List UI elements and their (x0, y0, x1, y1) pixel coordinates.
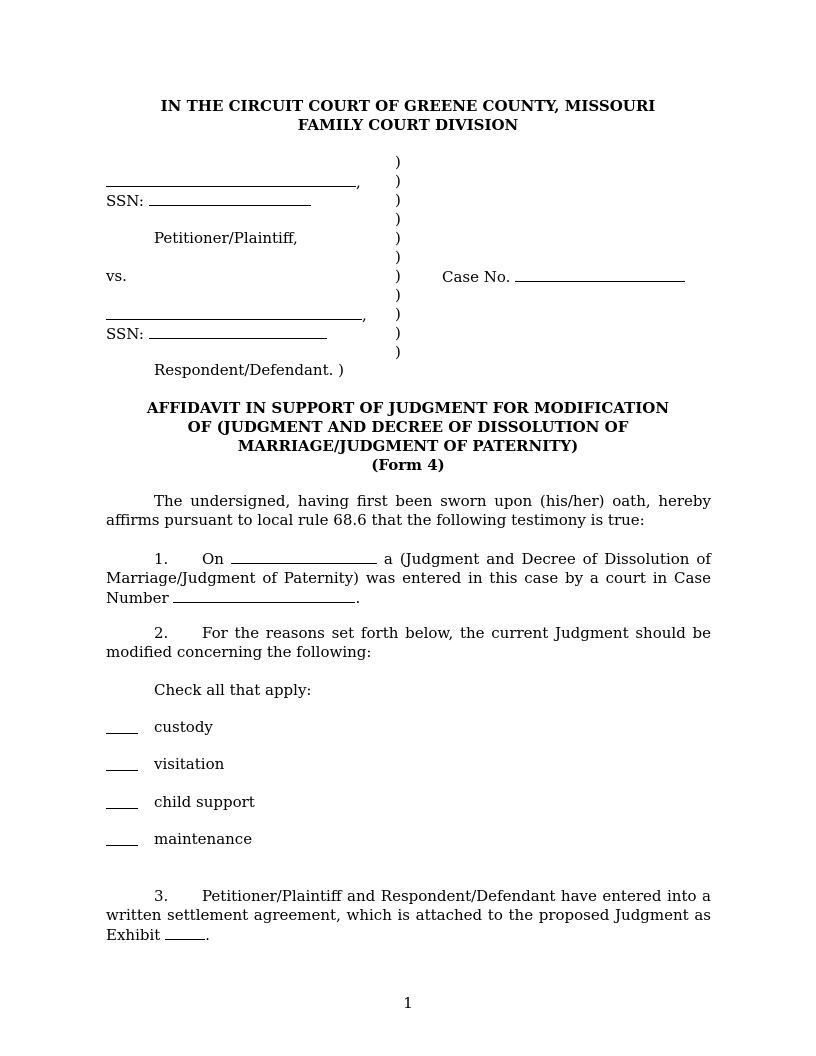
caption-paren: ) (395, 191, 401, 209)
court-heading: IN THE CIRCUIT COURT OF GREENE COUNTY, MISSOURI (160, 97, 656, 115)
option-visitation: visitation (154, 755, 225, 773)
caption-paren: ) (395, 343, 401, 361)
paragraph-1 (106, 549, 711, 608)
paragraph-number: 1. (154, 550, 169, 568)
ssn-label: SSN: (106, 192, 144, 210)
ssn-label: SSN: (106, 325, 144, 343)
title-line-1: AFFIDAVIT IN SUPPORT OF JUDGMENT FOR MODIFICATION (146, 399, 670, 417)
case-number-blank[interactable] (515, 267, 685, 282)
caption-paren: ) (395, 210, 401, 228)
caption-paren: ) (395, 248, 401, 266)
paragraph-3 (106, 887, 711, 945)
p3-text: Petitioner/Plaintiff and Respondent/Defendant have entered into a written settlement agreement, which is attached to the proposed Judgment as Exhibit (106, 887, 711, 944)
petitioner-ssn-blank[interactable] (149, 191, 311, 206)
caption-paren: ) (395, 229, 401, 247)
intro-paragraph (106, 492, 711, 530)
intro-text: The undersigned, having first been sworn upon (his/her) oath, hereby affirms pursuant to local rule 68.6 that the following testimony is true: (106, 492, 711, 529)
judgment-date-blank[interactable] (231, 549, 377, 564)
option-maintenance: maintenance (154, 830, 253, 848)
caption-paren: ) (395, 172, 401, 190)
title-line-2: OF (JUDGMENT AND DECREE OF DISSOLUTION OF (187, 418, 629, 436)
vs-label: vs. (106, 267, 127, 285)
p1-text-b: a (Judgment and Decree of Dissolution of Marriage/Judgment of Paternity) was entered in this case by a court in Case Number (106, 550, 711, 607)
petitioner-label: Petitioner/Plaintiff, (154, 229, 298, 247)
title-line-3: MARRIAGE/JUDGMENT OF PATERNITY) (237, 437, 579, 455)
case-no-label: Case No. (442, 268, 511, 286)
custody-checkbox[interactable] (106, 733, 138, 734)
option-custody: custody (154, 718, 213, 736)
petitioner-ssn-line[interactable] (106, 191, 311, 211)
p2-text: For the reasons set forth below, the current Judgment should be modified concerning the following: (106, 624, 711, 661)
page-number: 1 (403, 994, 413, 1012)
comma: , (362, 306, 367, 324)
option-child-support: child support (154, 793, 255, 811)
caption-paren: ) (395, 324, 401, 342)
comma: , (356, 173, 361, 191)
exhibit-blank[interactable] (165, 925, 205, 940)
division-heading: FAMILY COURT DIVISION (297, 116, 519, 134)
caption-paren: ) (395, 305, 401, 323)
visitation-checkbox[interactable] (106, 770, 138, 771)
petitioner-name-line[interactable] (106, 172, 361, 192)
respondent-name-line[interactable] (106, 305, 367, 325)
prior-case-number-blank[interactable] (173, 588, 355, 603)
period: . (205, 926, 210, 944)
petitioner-name-blank[interactable] (106, 172, 356, 187)
paragraph-2 (106, 624, 711, 662)
maintenance-checkbox[interactable] (106, 845, 138, 846)
respondent-name-blank[interactable] (106, 305, 362, 320)
respondent-ssn-blank[interactable] (149, 324, 327, 339)
caption-paren: ) (395, 267, 401, 285)
paragraph-number: 2. (154, 624, 169, 642)
paragraph-number: 3. (154, 887, 169, 905)
caption-paren: ) (395, 153, 401, 171)
period: . (355, 589, 361, 607)
respondent-label: Respondent/Defendant. ) (154, 361, 344, 379)
form-number: (Form 4) (371, 456, 445, 474)
respondent-ssn-line[interactable] (106, 324, 327, 344)
p1-text-a: On (202, 550, 224, 568)
case-number-line[interactable] (442, 267, 685, 287)
check-instruction: Check all that apply: (154, 681, 312, 699)
caption-paren: ) (395, 286, 401, 304)
child-support-checkbox[interactable] (106, 808, 138, 809)
